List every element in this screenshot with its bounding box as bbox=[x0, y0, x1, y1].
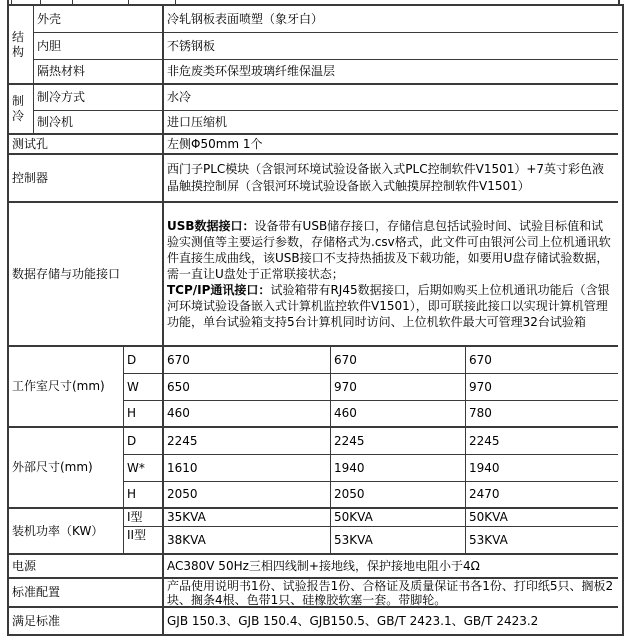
cell-work-w-1: 650 bbox=[164, 374, 331, 401]
row-label-cooling-method: 制冷方式 bbox=[34, 85, 164, 111]
cell-test-hole-value: 左侧Φ50mm 1个 bbox=[164, 135, 618, 155]
group-label-cooling: 制冷 bbox=[9, 85, 34, 135]
cell-outer-w-1: 1610 bbox=[164, 455, 331, 482]
power-type-label: II型 bbox=[124, 527, 164, 555]
divider-tick bbox=[128, 0, 129, 4]
usb-interface-body: 设备带有USB储存接口，存储信息包括试验时间、试验目标值和试验实测值等主要运行参数，存储格式为.csv格式，此文件可由银河公司上位机通讯软件直接生成曲线，该USB接口不支持热插拔及下载功能，如要用U盘存储试验数据，需一直让U盘处于正常联接状态； bbox=[167, 219, 611, 281]
cell-refrigerator-value: 进口压缩机 bbox=[164, 111, 618, 135]
tcp-interface-text bbox=[167, 282, 615, 330]
cell-work-w-2: 970 bbox=[331, 374, 466, 401]
divider-tick bbox=[40, 0, 41, 4]
row-label-data-storage: 数据存储与功能接口 bbox=[9, 203, 164, 347]
divider-tick bbox=[11, 0, 12, 4]
dim-letter: W* bbox=[124, 455, 164, 482]
cell-cooling-method-value: 水冷 bbox=[164, 85, 618, 111]
cropped-row-remnant bbox=[7, 0, 620, 4]
cell-standard-config-value: 产品使用说明书1份、试验报告1份、合格证及质量保证书各1份、打印纸5只、搁板2块、搁条4根、色带1只、硅橡胶软塞一套。带脚轮。 bbox=[164, 579, 618, 608]
row-label-controller: 控制器 bbox=[9, 155, 164, 203]
cell-power-1-2: 50KVA bbox=[331, 509, 466, 527]
group-label-work-dims: 工作室尺寸(mm) bbox=[9, 347, 124, 428]
power-type-label: I型 bbox=[124, 509, 164, 527]
cell-work-d-2: 670 bbox=[331, 347, 466, 374]
row-label-shell: 外壳 bbox=[34, 6, 164, 33]
cell-power-1-3: 50KVA bbox=[466, 509, 618, 527]
cell-work-h-3: 780 bbox=[466, 401, 618, 428]
tcp-interface-label: TCP/IP通讯接口： bbox=[167, 283, 271, 297]
row-label-standard-config: 标准配置 bbox=[9, 579, 164, 608]
cell-standards-met-value: GJB 150.3、GJB 150.4、GJB150.5、GB/T 2423.1、GB/T 2423.2 bbox=[164, 608, 618, 634]
cell-insulation-value: 非危废类环保型玻璃纤维保温层 bbox=[164, 60, 618, 85]
dim-letter: H bbox=[124, 401, 164, 428]
cell-outer-h-3: 2470 bbox=[466, 482, 618, 509]
row-label-power-supply: 电源 bbox=[9, 555, 164, 579]
usb-interface-text bbox=[167, 218, 615, 282]
group-label-installed-power: 装机功率（KW） bbox=[9, 509, 124, 555]
dim-letter: D bbox=[124, 428, 164, 455]
row-label-test-hole: 测试孔 bbox=[9, 135, 164, 155]
cell-power-2-2: 53KVA bbox=[331, 527, 466, 555]
usb-interface-label: USB数据接口： bbox=[167, 219, 255, 233]
cell-data-storage-value bbox=[164, 203, 618, 347]
row-label-standards-met: 满足标准 bbox=[9, 608, 164, 634]
cell-outer-d-1: 2245 bbox=[164, 428, 331, 455]
divider-tick bbox=[175, 0, 176, 4]
group-label-outer-dims: 外部尺寸(mm) bbox=[9, 428, 124, 509]
cell-shell-value: 冷轧钢板表面喷塑（象牙白） bbox=[164, 6, 618, 33]
cell-outer-d-2: 2245 bbox=[331, 428, 466, 455]
row-label-refrigerator: 制冷机 bbox=[34, 111, 164, 135]
cell-controller-value: 西门子PLC模块（含银河环境试验设备嵌入式PLC控制软件V1501）+7英寸彩色液晶触摸控制屏（含银河环境试验设备嵌入式触摸屏控制软件V1501） bbox=[164, 155, 618, 203]
dim-letter: H bbox=[124, 482, 164, 509]
cell-outer-w-3: 1940 bbox=[466, 455, 618, 482]
divider-tick bbox=[72, 0, 73, 4]
dim-letter: W bbox=[124, 374, 164, 401]
cell-power-2-3: 53KVA bbox=[466, 527, 618, 555]
row-label-liner: 内胆 bbox=[34, 33, 164, 60]
cell-work-h-2: 460 bbox=[331, 401, 466, 428]
dim-letter: D bbox=[124, 347, 164, 374]
cell-work-d-1: 670 bbox=[164, 347, 331, 374]
specification-table bbox=[7, 4, 624, 636]
cell-power-1-1: 35KVA bbox=[164, 509, 331, 527]
group-label-structure: 结构 bbox=[9, 6, 34, 85]
cell-power-supply-value: AC380V 50Hz三相四线制+接地线，保护接地电阻小于4Ω bbox=[164, 555, 618, 579]
cell-power-2-1: 38KVA bbox=[164, 527, 331, 555]
cell-work-h-1: 460 bbox=[164, 401, 331, 428]
cell-work-w-3: 970 bbox=[466, 374, 618, 401]
cell-outer-h-2: 2050 bbox=[331, 482, 466, 509]
cell-work-d-3: 670 bbox=[466, 347, 618, 374]
tcp-interface-body: 试验箱带有RJ45数据接口，后期如购买上位机通讯功能后（含银河环境试验设备嵌入式计算机监控软件V1501），即可联接此接口以实现计算机管理功能，单台试验箱支持5台计算机同时访问、上位机软件最大可管理32台试验箱 bbox=[167, 283, 610, 329]
cell-outer-h-1: 2050 bbox=[164, 482, 331, 509]
cell-liner-value: 不锈钢板 bbox=[164, 33, 618, 60]
row-label-insulation: 隔热材料 bbox=[34, 60, 164, 85]
cell-outer-w-2: 1940 bbox=[331, 455, 466, 482]
cell-outer-d-3: 2245 bbox=[466, 428, 618, 455]
